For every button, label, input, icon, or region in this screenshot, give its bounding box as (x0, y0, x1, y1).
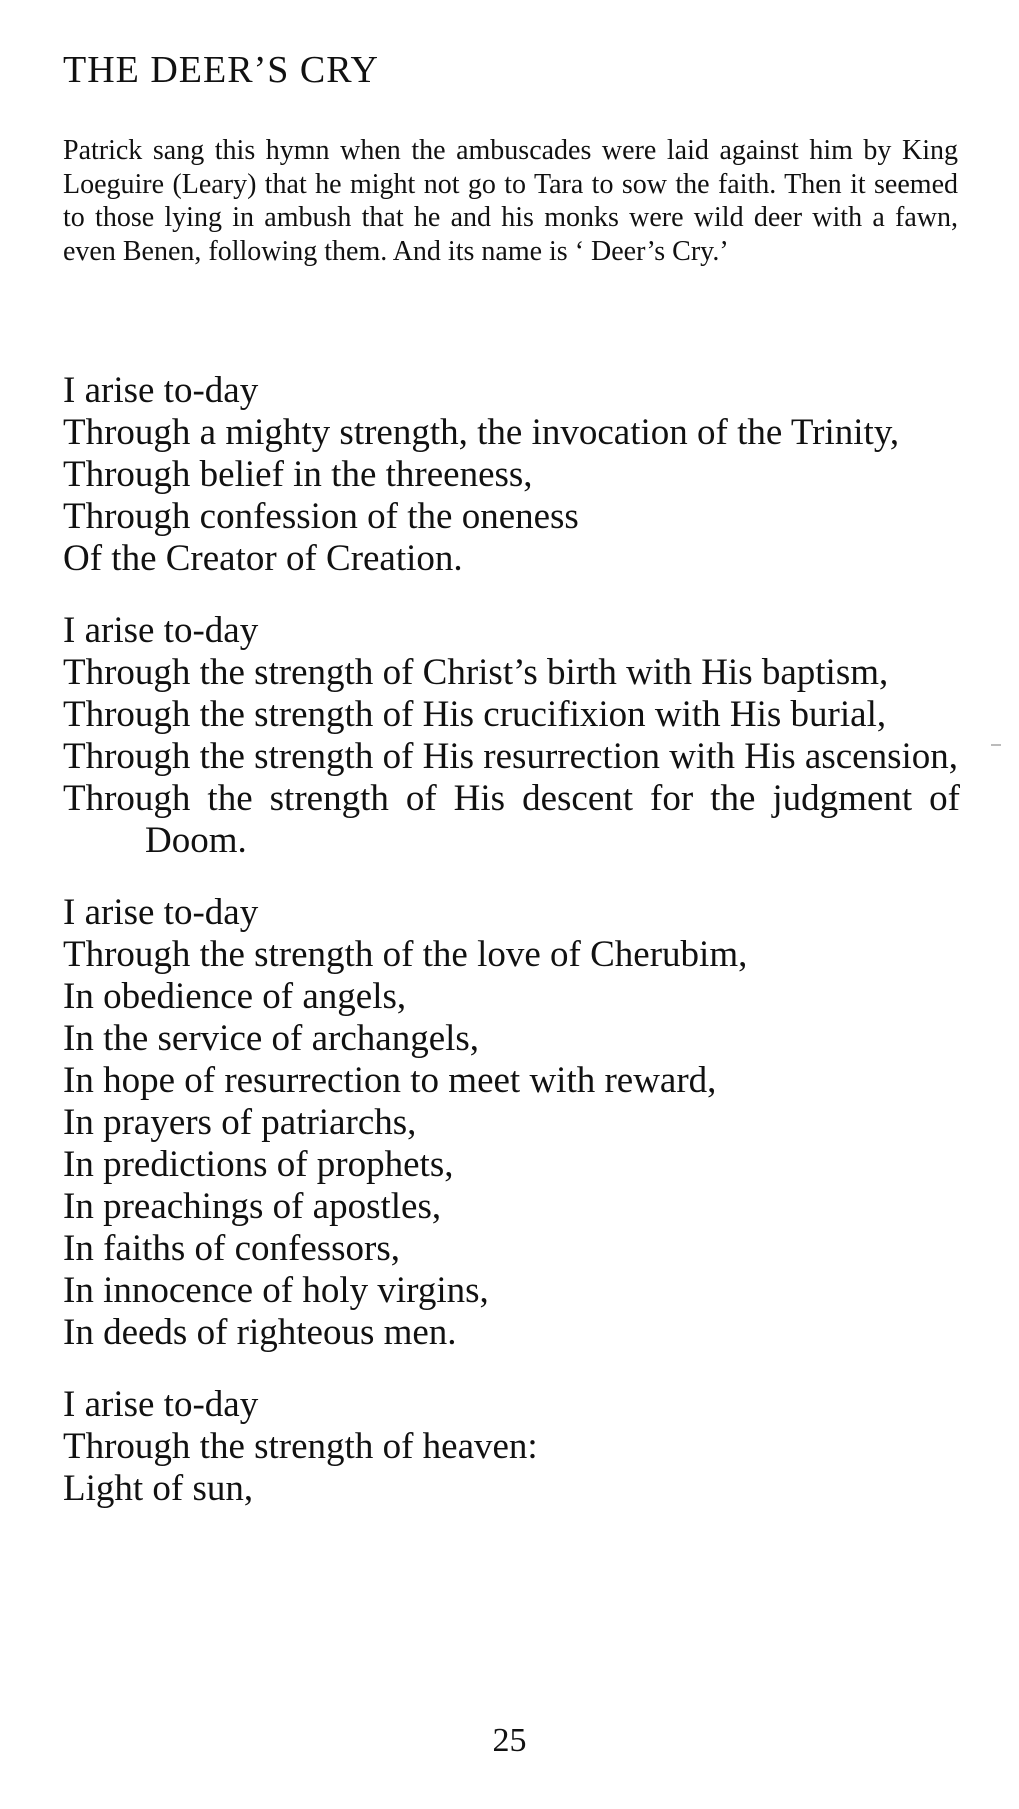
poem-line: In preachings of apostles, (63, 1186, 442, 1227)
poem-line: In hope of resurrection to meet with reward, (63, 1060, 717, 1101)
poem-line: Through the strength of His crucifixion with His burial, (63, 694, 887, 735)
poem (63, 370, 960, 1540)
stanza-1 (63, 370, 960, 580)
poem-line: In predictions of prophets, (63, 1144, 454, 1185)
stanza-3 (63, 892, 960, 1354)
poem-line: Through the strength of heaven: (63, 1426, 538, 1467)
poem-line: Through the strength of the love of Cherubim, (63, 934, 748, 975)
poem-line: Light of sun, (63, 1468, 254, 1509)
stanza-2 (63, 610, 960, 862)
stanza-4 (63, 1384, 960, 1510)
poem-line: I arise to-day (63, 370, 259, 411)
poem-line: In the service of archangels, (63, 1018, 480, 1059)
poem-line: Through the strength of Christ’s birth with His baptism, (63, 652, 889, 693)
poem-line: Through belief in the threeness, (63, 454, 533, 495)
poem-line: I arise to-day (63, 1384, 259, 1425)
intro-paragraph: Patrick sang this hymn when the ambuscades were laid against him by King Loeguire (Leary) that he might not go to Tara to sow the faith. Then it seemed to those lying in ambush that he and his monks were wild deer with a fawn, even Benen, following them. And its name is ‘ Deer’s Cry.’ (63, 135, 958, 267)
poem-line: I arise to-day (63, 610, 259, 651)
poem-line: In obedience of angels, (63, 976, 407, 1017)
poem-line: Through confession of the oneness (63, 496, 579, 537)
poem-line: In innocence of holy virgins, (63, 1270, 489, 1311)
poem-line: In faiths of confessors, (63, 1228, 401, 1269)
poem-line: In prayers of patriarchs, (63, 1102, 417, 1143)
poem-line: Through a mighty strength, the invocation of the Trinity, (63, 412, 900, 453)
poem-line: Of the Creator of Creation. (63, 538, 463, 579)
poem-line: Through the strength of His descent for the judgment of Doom. (63, 778, 960, 861)
page-number: 25 (492, 1722, 527, 1759)
poem-line: In deeds of righteous men. (63, 1312, 457, 1353)
margin-mark (991, 744, 1001, 746)
poem-line: Through the strength of His resurrection with His ascension, (63, 736, 959, 777)
poem-line: I arise to-day (63, 892, 259, 933)
page-title: THE DEER’S CRY (63, 49, 379, 91)
